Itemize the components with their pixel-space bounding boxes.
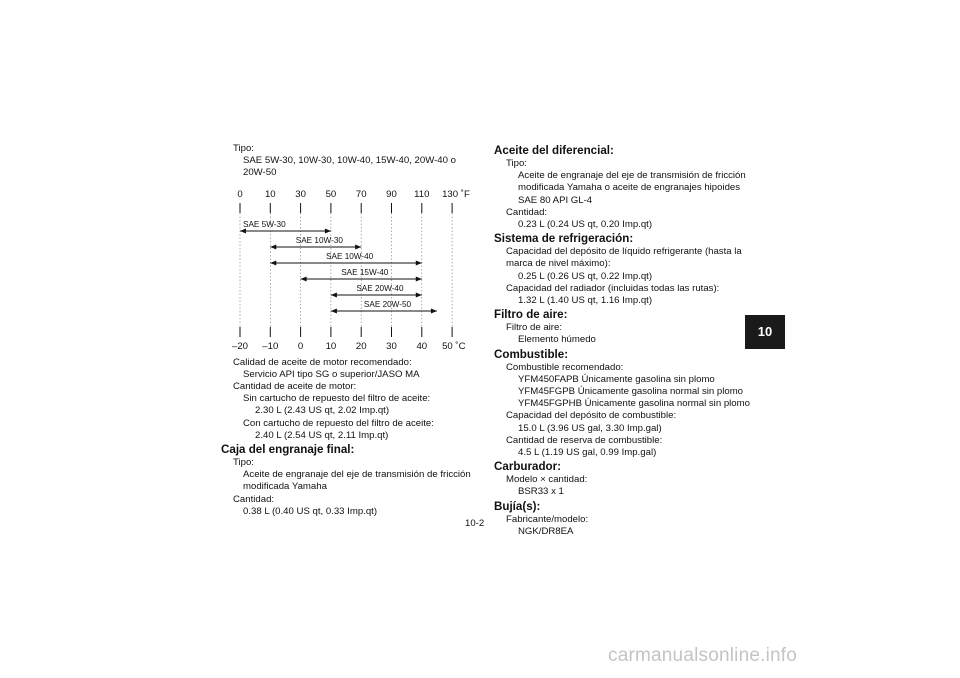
chapter-tab: 10 xyxy=(745,315,785,349)
fuel-recommended-label: Combustible recomendado: xyxy=(506,361,624,373)
radiator-capacity-label: Capacidad del radiador (incluidas todas las rutas): xyxy=(506,282,720,294)
oil-viscosity-svg xyxy=(221,186,476,353)
engine-oil-type-label: Tipo: xyxy=(233,143,254,154)
fahrenheit-tick-label: 50 xyxy=(325,188,337,200)
celsius-tick-label: –20 xyxy=(231,340,249,352)
coolant-reservoir-value: 0.25 L (0.26 US qt, 0.22 Imp.qt) xyxy=(518,270,653,282)
fuel-heading: Combustible: xyxy=(494,347,569,361)
carburetor-value: BSR33 x 1 xyxy=(518,486,564,498)
spark-plug-label: Fabricante/modelo: xyxy=(506,513,589,525)
grade-arrow-right xyxy=(416,276,422,281)
grade-arrow-left xyxy=(331,292,337,297)
fahrenheit-tick-label: 110 xyxy=(414,188,430,200)
final-gear-heading: Caja del engranaje final: xyxy=(221,443,355,457)
spark-plug-value: NGK/DR8EA xyxy=(518,525,574,537)
without-filter-label: Sin cartucho de repuesto del filtro de aceite: xyxy=(243,393,431,405)
oil-quality-label: Calidad de aceite de motor recomendado: xyxy=(233,356,412,368)
grade-arrow-left xyxy=(270,244,276,249)
fuel-recommended-2: YFM45FGPB Únicamente gasolina normal sin plomo xyxy=(518,386,744,398)
fuel-recommended-3: YFM45FGPHB Únicamente gasolina normal sin plomo xyxy=(518,398,750,410)
fahrenheit-tick-label: 10 xyxy=(264,188,276,200)
fuel-tank-value: 15.0 L (3.96 US gal, 3.30 Imp.gal) xyxy=(518,422,662,434)
grade-arrow-right xyxy=(325,228,331,233)
fuel-recommended-1: YFM450FAPB Únicamente gasolina sin plomo xyxy=(518,373,715,385)
watermark: carmanualsonline.info xyxy=(608,645,798,666)
carburetor-label: Modelo × cantidad: xyxy=(506,474,588,486)
grade-arrow-right xyxy=(416,292,422,297)
without-filter-value: 2.30 L (2.43 US qt, 2.02 Imp.qt) xyxy=(255,405,390,417)
coolant-reservoir-label: Capacidad del depósito de líquido refrigerante (hasta la marca de nivel máximo): xyxy=(506,246,742,270)
grade-label: SAE 10W-40 xyxy=(326,251,374,261)
final-gear-type-value: Aceite de engranaje del eje de transmisión de fricción modificada Yamaha xyxy=(243,469,471,493)
final-gear-quantity-label: Cantidad: xyxy=(233,493,275,505)
celsius-tick-label: 40 xyxy=(416,340,428,352)
grade-arrow-right xyxy=(416,260,422,265)
final-gear-quantity-value: 0.38 L (0.40 US qt, 0.33 Imp.qt) xyxy=(243,505,378,517)
grade-arrow-left xyxy=(301,276,307,281)
fahrenheit-tick-label: 30 xyxy=(295,188,306,200)
differential-type-value: Aceite de engranaje del eje de transmisión de fricción modificada Yamaha o aceite de engranajes hipoides SAE 80 API GL-4 xyxy=(518,170,746,206)
fahrenheit-tick-label: 70 xyxy=(355,188,367,200)
air-filter-label: Filtro de aire: xyxy=(506,322,562,334)
radiator-capacity-value: 1.32 L (1.40 US qt, 1.16 Imp.qt) xyxy=(518,295,653,307)
final-gear-type-label: Tipo: xyxy=(233,457,254,469)
left-column xyxy=(221,143,476,518)
grade-arrow-left xyxy=(240,228,246,233)
fahrenheit-tick-label: 130 ˚F xyxy=(442,188,470,200)
grade-label: SAE 5W-30 xyxy=(243,219,286,229)
engine-oil-type-value: SAE 5W-30, 10W-30, 10W-40, 15W-40, 20W-40 o 20W-50 xyxy=(243,155,456,179)
with-filter-value: 2.40 L (2.54 US qt, 2.11 Imp.qt) xyxy=(255,429,389,441)
oil-quantity-label: Cantidad de aceite de motor: xyxy=(233,381,357,393)
celsius-tick-label: 20 xyxy=(355,340,367,352)
air-filter-heading: Filtro de aire: xyxy=(494,308,568,322)
celsius-tick-label: 50 ˚C xyxy=(442,340,466,352)
grade-label: SAE 15W-40 xyxy=(341,267,389,277)
grade-label: SAE 20W-50 xyxy=(363,299,412,309)
grade-arrow-right xyxy=(431,308,437,313)
grade-arrow-left xyxy=(270,260,276,265)
air-filter-value: Elemento húmedo xyxy=(518,334,596,346)
fuel-tank-label: Capacidad del depósito de combustible: xyxy=(506,410,677,422)
fuel-reserve-label: Cantidad de reserva de combustible: xyxy=(506,434,663,446)
grade-label: SAE 10W-30 xyxy=(295,235,343,245)
fuel-reserve-value: 4.5 L (1.19 US gal, 0.99 Imp.gal) xyxy=(518,447,657,459)
grade-arrow-left xyxy=(331,308,337,313)
celsius-tick-label: 0 xyxy=(297,340,304,352)
page-number: 10-2 xyxy=(465,518,485,529)
differential-quantity-label: Cantidad: xyxy=(506,206,548,218)
differential-quantity-value: 0.23 L (0.24 US qt, 0.20 Imp.qt) xyxy=(518,219,653,231)
oil-viscosity-chart xyxy=(221,186,476,353)
grade-label: SAE 20W-40 xyxy=(356,283,404,293)
spark-plug-heading: Bujía(s): xyxy=(494,499,541,513)
oil-quality-value: Servicio API tipo SG o superior/JASO MA xyxy=(243,368,420,380)
grade-arrow-right xyxy=(355,244,361,249)
celsius-tick-label: 30 xyxy=(386,340,397,352)
fahrenheit-tick-label: 0 xyxy=(237,188,243,200)
differential-type-label: Tipo: xyxy=(506,158,527,169)
celsius-tick-label: –10 xyxy=(262,340,279,352)
fahrenheit-tick-label: 90 xyxy=(386,188,397,200)
right-column xyxy=(494,143,754,538)
carburetor-heading: Carburador: xyxy=(494,460,561,474)
celsius-tick-label: 10 xyxy=(325,340,337,352)
with-filter-label: Con cartucho de repuesto del filtro de aceite: xyxy=(243,417,434,429)
cooling-heading: Sistema de refrigeración: xyxy=(494,232,634,246)
differential-heading: Aceite del diferencial: xyxy=(494,144,614,157)
